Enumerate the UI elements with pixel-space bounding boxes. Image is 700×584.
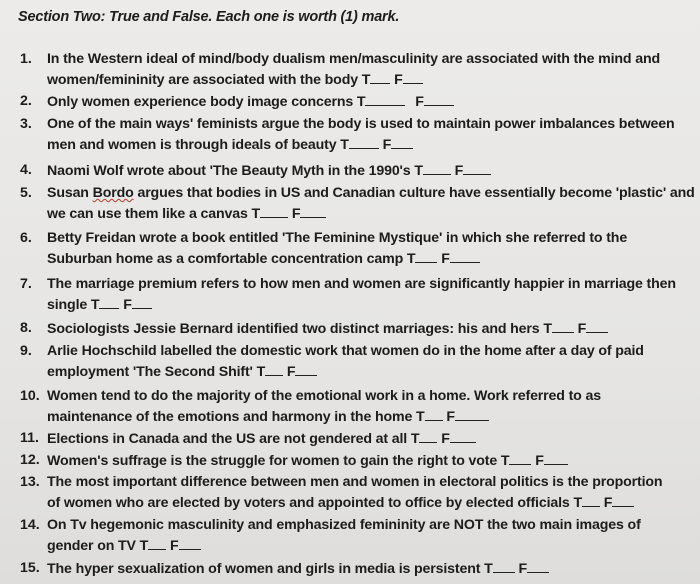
question-number: 8. [20, 320, 32, 336]
question-number: 10. [20, 388, 40, 404]
question-text-line: The marriage premium refers to how men and women are significantly happier in marriage then [47, 276, 676, 292]
true-false-answer[interactable]: T F [91, 297, 152, 313]
true-false-answer[interactable]: T F [257, 364, 318, 380]
question-number: 6. [20, 230, 32, 246]
true-false-answer[interactable]: T F [411, 431, 476, 447]
question-text-line [47, 296, 152, 313]
question-text: women/femininity are associated with the body [47, 72, 358, 88]
question-text-line: One of the main ways' feminists argue the body is used to maintain power imbalances between [47, 116, 675, 132]
true-false-answer[interactable]: T F [573, 495, 634, 511]
question-text-line [47, 93, 454, 110]
question-number: 5. [20, 185, 32, 201]
true-false-answer[interactable]: T F [543, 321, 608, 337]
question-text-line [47, 205, 326, 222]
question-number: 13. [20, 474, 40, 490]
question-text: of women who are elected by voters and appointed to office by elected officials [47, 495, 570, 511]
question-number: 15. [20, 560, 40, 576]
question-text-line: Arlie Hochschild labelled the domestic work that women do in the home after a day of paid [47, 343, 644, 359]
question-text-line [47, 320, 608, 337]
question-text-line: Susan Bordo argues that bodies in US and Canadian culture have essentially become 'plastic' and [47, 185, 695, 201]
question-text: Only women experience body image concerns [47, 94, 354, 110]
true-false-answer[interactable]: T F [484, 561, 549, 577]
question-text-line [47, 162, 491, 179]
section-heading: Section Two: True and False. Each one is worth (1) mark. [18, 9, 400, 25]
question-text-line: On Tv hegemonic masculinity and emphasized femininity are NOT the two main images of [47, 517, 641, 533]
true-false-answer[interactable]: T F [252, 206, 327, 222]
question-number: 7. [20, 276, 32, 292]
question-text-line [47, 494, 634, 511]
question-text-line [47, 430, 476, 447]
true-false-answer[interactable]: T F [140, 538, 201, 554]
question-text-line: The most important difference between men and women in electoral politics is the proportion [47, 474, 663, 490]
question-text-line [47, 537, 201, 554]
question-number: 14. [20, 517, 40, 533]
question-text: Women's suffrage is the struggle for women to gain the right to vote [47, 453, 498, 469]
question-text-line [47, 560, 549, 577]
question-text-line: Women tend to do the majority of the emotional work in a home. Work referred to as [47, 388, 601, 404]
question-text: The hyper sexualization of women and girls in media is persistent [47, 561, 481, 577]
question-number: 9. [20, 343, 32, 359]
question-text-line [47, 136, 413, 153]
question-number: 2. [20, 93, 32, 109]
spellcheck-underlined-word: Bordo [92, 185, 134, 201]
question-text-line [47, 363, 317, 380]
question-text: single [47, 297, 88, 313]
true-false-answer[interactable]: T F [357, 94, 454, 110]
question-number: 12. [20, 452, 40, 468]
question-text: Naomi Wolf wrote about 'The Beauty Myth in the 1990's [47, 163, 411, 179]
true-false-answer[interactable]: T F [407, 251, 480, 267]
question-text: Suburban home as a comfortable concentration camp [47, 251, 404, 267]
question-text-line [47, 250, 480, 267]
true-false-answer[interactable]: T F [501, 453, 568, 469]
question-number: 4. [20, 162, 32, 178]
question-text: maintenance of the emotions and harmony in the home [47, 409, 413, 425]
question-number: 3. [20, 116, 32, 132]
true-false-answer[interactable]: T F [416, 409, 489, 425]
question-text-line: Betty Freidan wrote a book entitled 'The Feminine Mystique' in which she referred to the [47, 230, 628, 246]
true-false-answer[interactable]: T F [340, 137, 413, 153]
question-text: gender on TV [47, 538, 136, 554]
question-text: we can use them like a canvas [47, 206, 248, 222]
question-number: 11. [20, 430, 39, 446]
question-text: Sociologists Jessie Bernard identified two distinct marriages: his and hers [47, 321, 540, 337]
true-false-answer[interactable]: T F [414, 163, 491, 179]
question-text-line [47, 452, 568, 469]
question-number: 1. [20, 51, 32, 67]
question-text-line [47, 71, 423, 88]
question-text-line [47, 408, 489, 425]
question-text: Elections in Canada and the US are not gendered at all [47, 431, 408, 447]
true-false-answer[interactable]: T F [362, 72, 423, 88]
question-text: men and women is through ideals of beauty [47, 137, 337, 153]
question-text-line: In the Western ideal of mind/body dualism men/masculinity are associated with the mind and [47, 51, 660, 67]
question-text: employment 'The Second Shift' [47, 364, 253, 380]
